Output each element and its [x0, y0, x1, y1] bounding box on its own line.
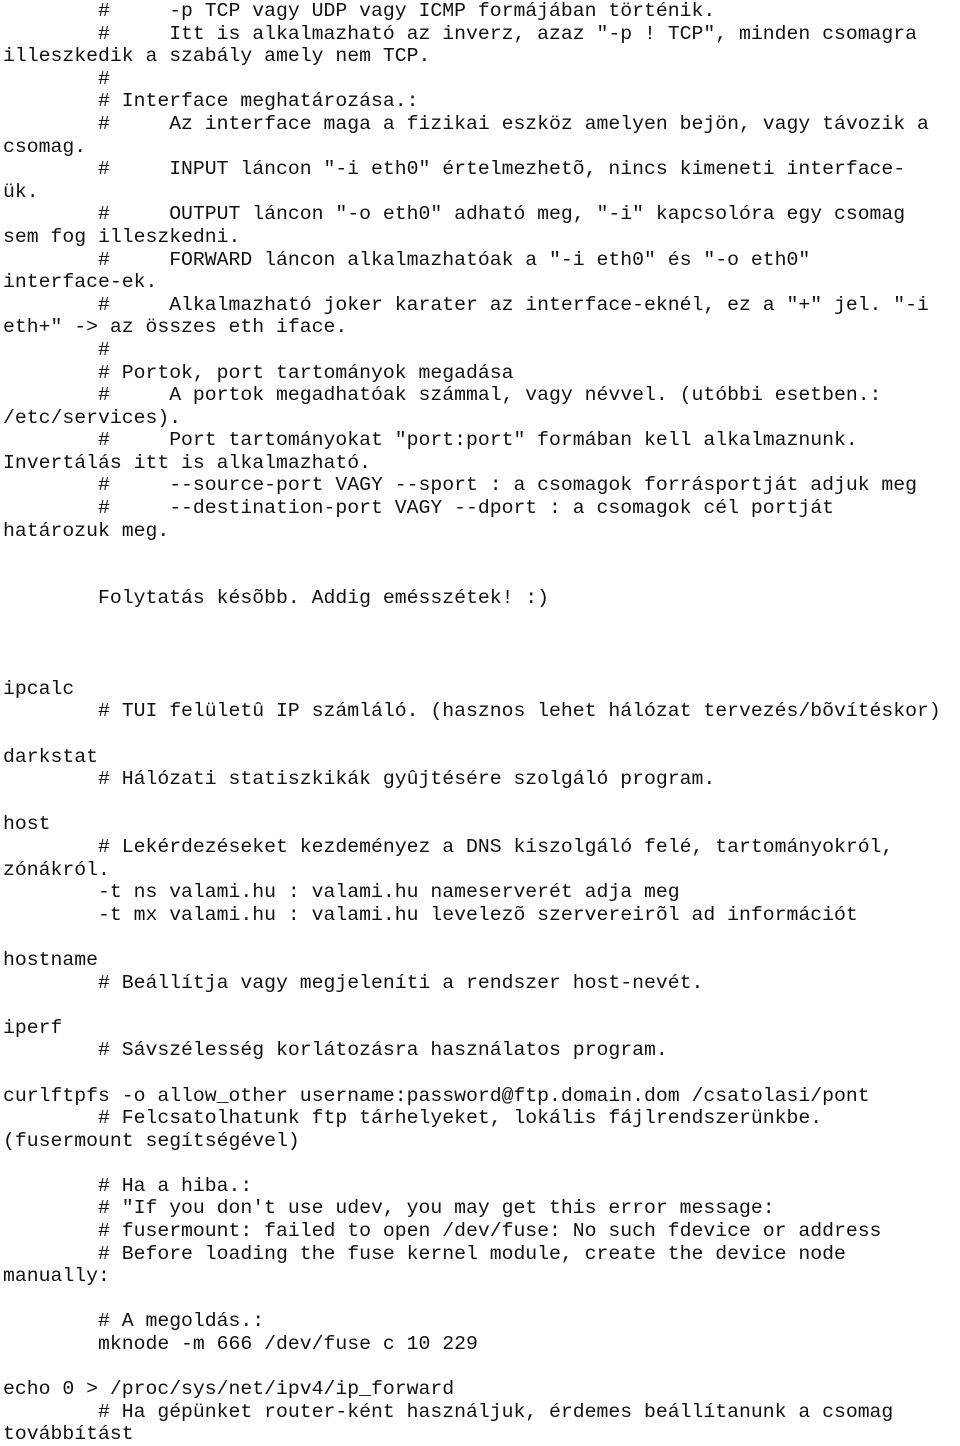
text-line: Invertálás itt is alkalmazható.	[3, 451, 371, 474]
text-line: # "If you don't use udev, you may get this error message:	[3, 1197, 775, 1220]
text-line: interface-ek.	[3, 271, 158, 294]
text-line: # Alkalmazható joker karater az interface-eknél, ez a "+" jel. "-i	[3, 293, 929, 316]
text-line: manually:	[3, 1265, 110, 1288]
text-line: echo 0 > /proc/sys/net/ipv4/ip_forward	[3, 1378, 455, 1401]
text-line: host	[3, 813, 51, 836]
text-line: -t ns valami.hu : valami.hu nameserverét adja meg	[3, 881, 680, 904]
text-line: # fusermount: failed to open /dev/fuse: No such fdevice or address	[3, 1220, 882, 1243]
text-line	[3, 633, 958, 656]
text-line: #	[3, 338, 110, 361]
text-line	[3, 791, 958, 814]
text-line: # TUI felületû IP számláló. (hasznos lehet hálózat tervezés/bõvítéskor)	[3, 700, 941, 723]
text-line: csomag.	[3, 135, 87, 158]
text-line: # Portok, port tartományok megadása	[3, 361, 514, 384]
text-line: # Before loading the fuse kernel module, create the device node	[3, 1242, 846, 1265]
text-line: # Felcsatolhatunk ftp tárhelyeket, lokális fájlrendszerünkbe.	[3, 1107, 823, 1130]
text-line	[3, 994, 958, 1017]
text-line: # -p TCP vagy UDP vagy ICMP formájában történik.	[3, 0, 716, 22]
text-line: curlftpfs -o allow_other username:password@ftp.domain.dom /csatolasi/pont	[3, 1084, 870, 1107]
text-line: # Ha a hiba.:	[3, 1174, 253, 1197]
text-line: -t mx valami.hu : valami.hu levelezõ szervereirõl ad információt	[3, 903, 858, 926]
text-line	[3, 1288, 958, 1311]
text-line	[3, 1356, 958, 1379]
text-line: # Interface meghatározása.:	[3, 90, 419, 113]
text-line: ipcalc	[3, 677, 75, 700]
text-line	[3, 542, 958, 565]
text-line: Folytatás késõbb. Addig emésszétek! :)	[3, 587, 550, 610]
text-line: # Itt is alkalmazható az inverz, azaz "-p ! TCP", minden csomagra	[3, 22, 918, 45]
text-line: hostname	[3, 948, 98, 971]
text-line: # Lekérdezéseket kezdeményez a DNS kiszolgáló felé, tartományokról,	[3, 835, 894, 858]
text-line: darkstat	[3, 745, 98, 768]
text-line: # Port tartományokat "port:port" formában kell alkalmaznunk.	[3, 429, 858, 452]
text-line: # Ha gépünket router-ként használjuk, érdemes beállítanunk a csomag	[3, 1400, 894, 1423]
text-line: ük.	[3, 180, 39, 203]
text-line: #	[3, 67, 110, 90]
text-line: # --destination-port VAGY --dport : a csomagok cél portját	[3, 497, 834, 520]
text-line	[3, 655, 958, 678]
text-line	[3, 1152, 958, 1175]
text-line	[3, 926, 958, 949]
text-line: # Hálózati statiszkikák gyûjtésére szolgáló program.	[3, 768, 716, 791]
text-line: # FORWARD láncon alkalmazhatóak a "-i eth0" és "-o eth0"	[3, 248, 811, 271]
text-line: # --source-port VAGY --sport : a csomagok forrásportját adjuk meg	[3, 474, 918, 497]
text-line: /etc/services).	[3, 406, 182, 429]
text-line	[3, 610, 958, 633]
text-line	[3, 565, 958, 588]
text-line	[3, 1062, 958, 1085]
text-line: # Beállítja vagy megjeleníti a rendszer host-nevét.	[3, 971, 704, 994]
text-line: # A megoldás.:	[3, 1310, 265, 1333]
text-line: # OUTPUT láncon "-o eth0" adható meg, "-i" kapcsolóra egy csomag	[3, 203, 906, 226]
text-line: # Sávszélesség korlátozásra használatos program.	[3, 1039, 668, 1062]
text-line: # INPUT láncon "-i eth0" értelmezhetõ, nincs kimeneti interface-	[3, 158, 906, 181]
text-line: # Az interface maga a fizikai eszköz amelyen bejön, vagy távozik a	[3, 112, 929, 135]
text-line: mknode -m 666 /dev/fuse c 10 229	[3, 1333, 478, 1356]
text-line	[3, 723, 958, 746]
text-line: határozuk meg.	[3, 519, 170, 542]
text-line: eth+" -> az összes eth iface.	[3, 316, 348, 339]
text-line: sem fog illeszkedni.	[3, 225, 241, 248]
text-line: továbbítást	[3, 1423, 134, 1446]
text-line: (fusermount segítségével)	[3, 1129, 300, 1152]
text-line: illeszkedik a szabály amely nem TCP.	[3, 45, 431, 68]
text-line: # A portok megadhatóak számmal, vagy névvel. (utóbbi esetben.:	[3, 384, 882, 407]
text-line: iperf	[3, 1016, 63, 1039]
document-text	[3, 0, 958, 1446]
text-line: zónákról.	[3, 858, 110, 881]
